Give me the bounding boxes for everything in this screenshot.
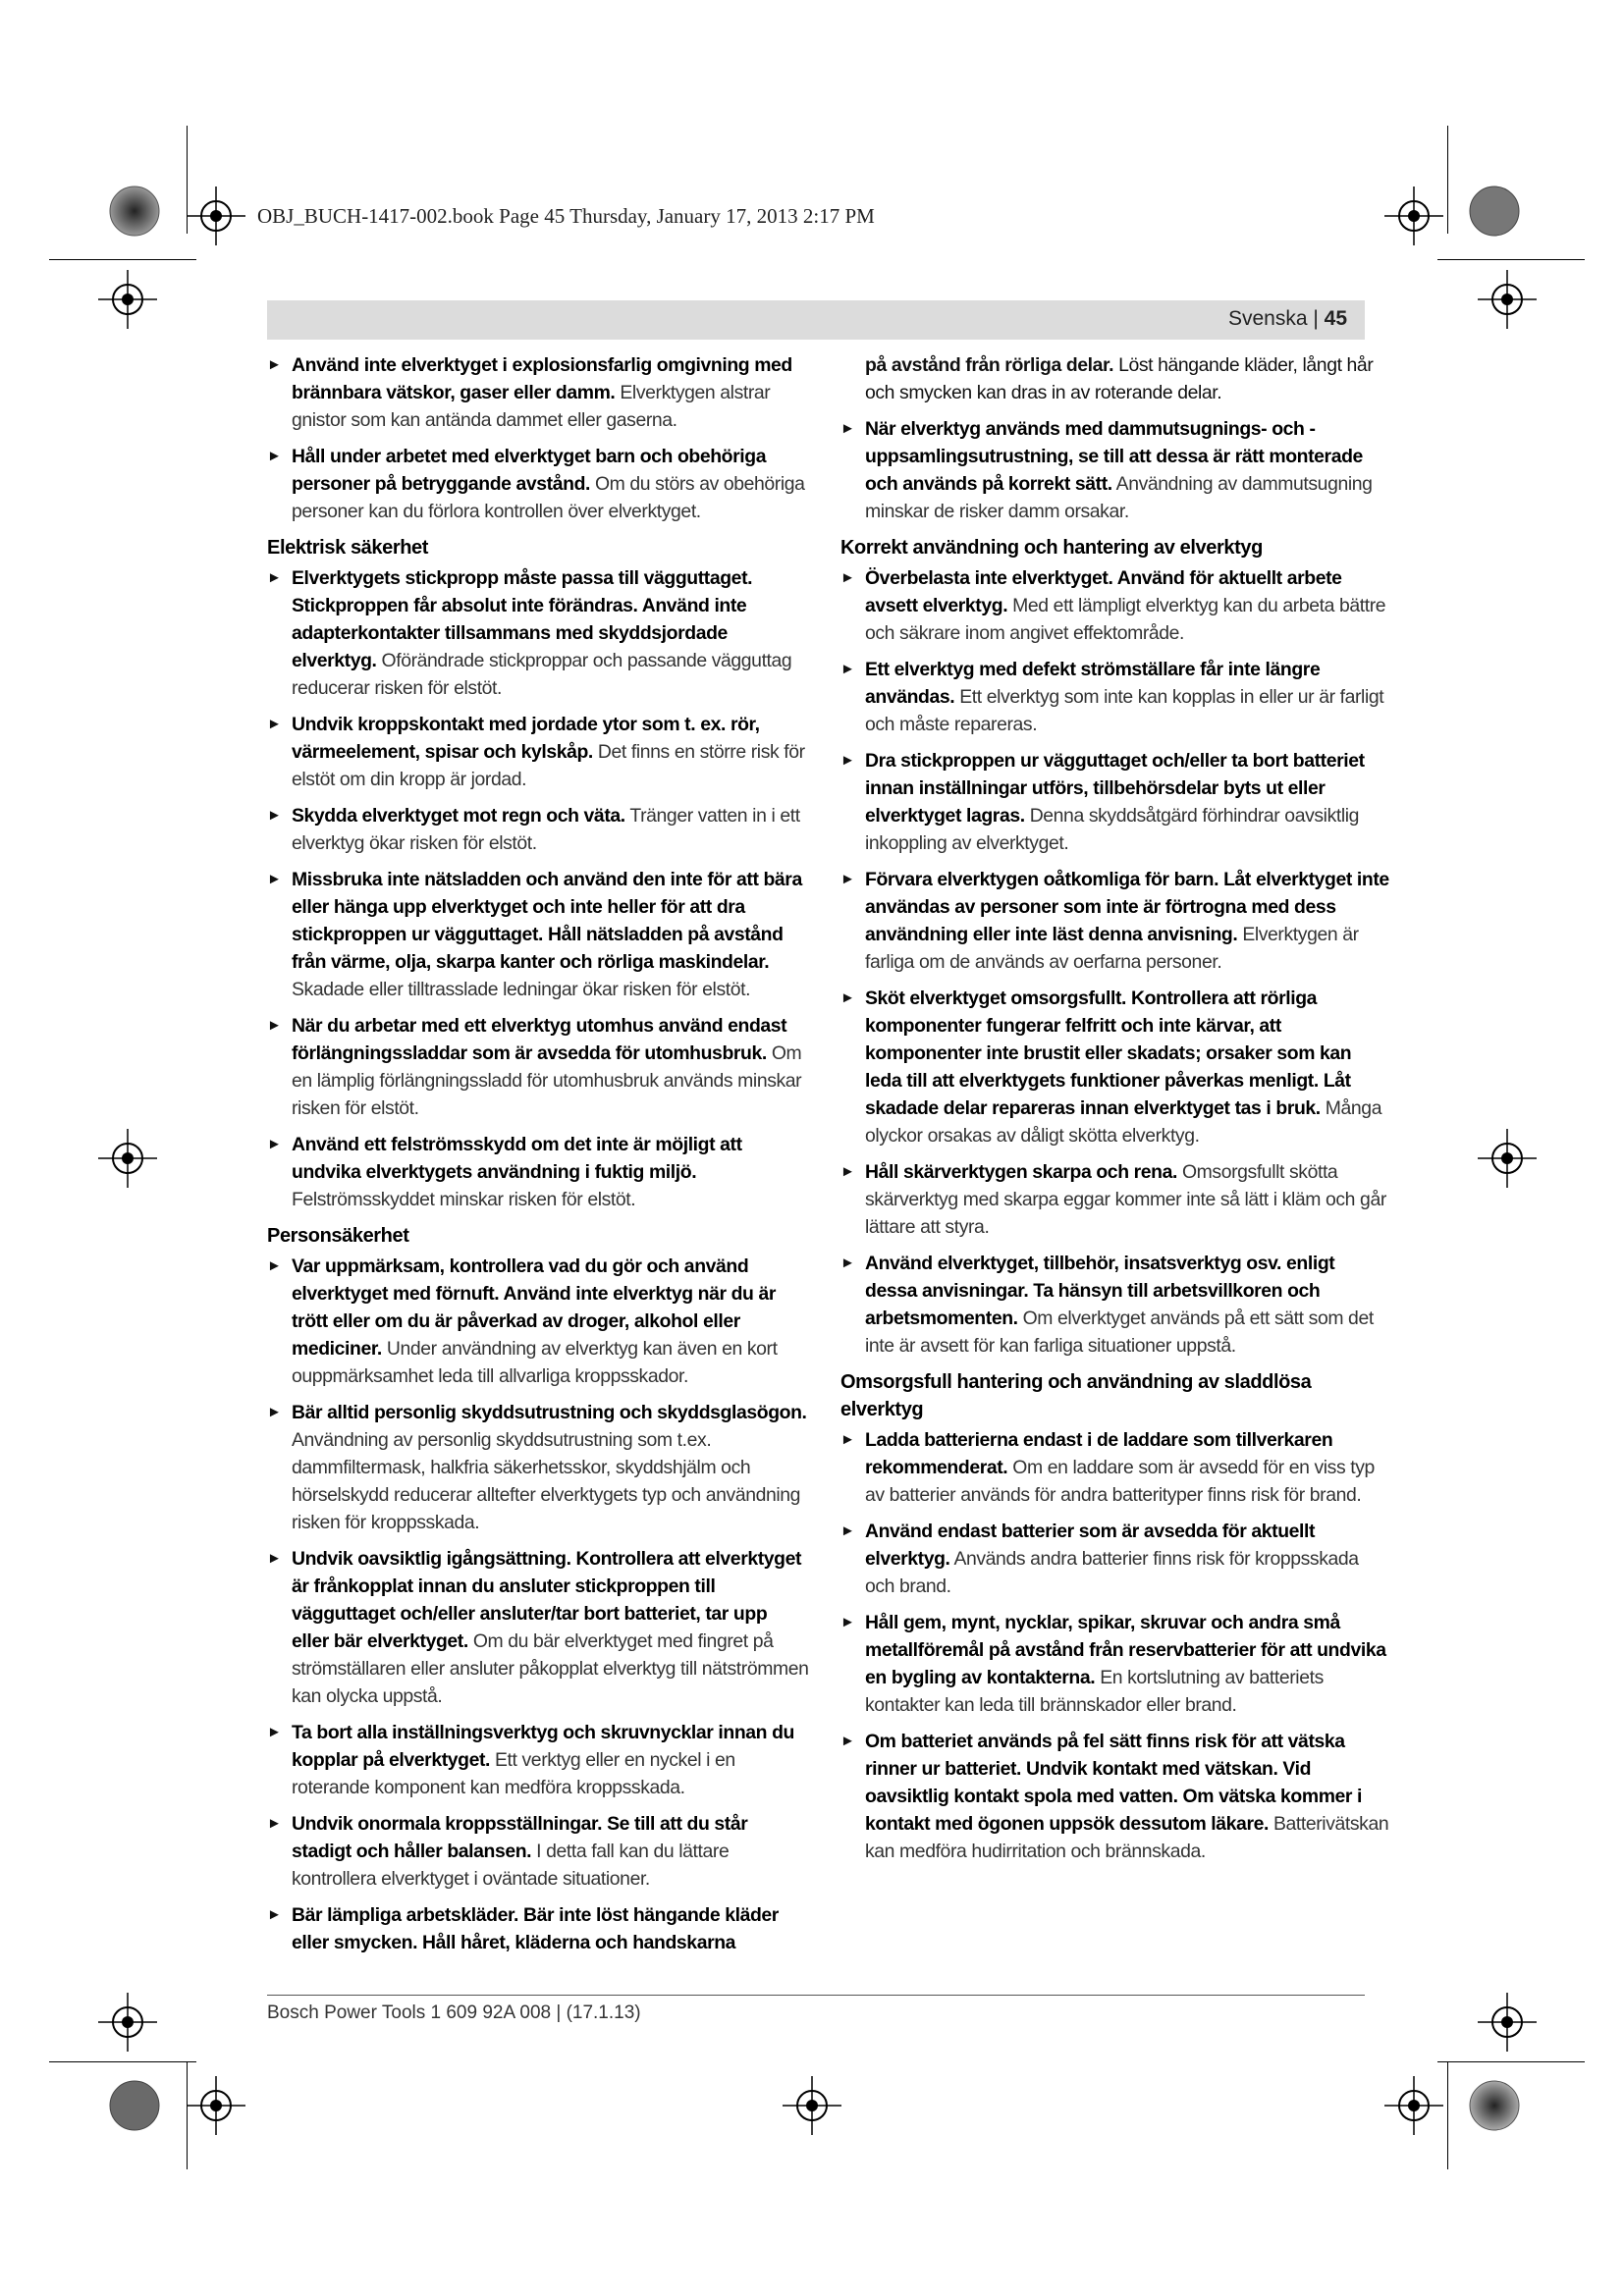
item-bold-text: Elverktygets stickpropp måste passa till vägguttaget. Stickproppen får absolut inte förändras. Använd inte adapterkontakter tillsammans med skyddsjordade elverktyg. bbox=[292, 567, 753, 671]
item-bold-text: Håll under arbetet med elverktyget barn och obehöriga personer på betryggande avstånd. bbox=[292, 446, 767, 495]
bullet-arrow-icon: ► bbox=[267, 448, 282, 464]
bullet-arrow-icon: ► bbox=[840, 569, 855, 586]
bullet-arrow-icon: ► bbox=[267, 569, 282, 586]
left-items-group-2 bbox=[267, 564, 809, 1213]
item-normal-text: Användning av personlig skyddsutrustning som t.ex. dammfiltermask, halkfria säkerhetsskor, skyddshjälm och hörselskydd reducerar alltefter elverktygets typ och användning risken för kroppsskada. bbox=[292, 1429, 801, 1533]
bullet-arrow-icon: ► bbox=[267, 716, 282, 732]
header-language-page bbox=[1228, 307, 1347, 331]
bullet-arrow-icon: ► bbox=[267, 1017, 282, 1034]
registration-mark-right-middle bbox=[1478, 1129, 1537, 1188]
item-bold-text: Om batteriet används på fel sätt finns risk för att vätska rinner ur batteriet. Undvik kontakt med vätskan. Vid oavsiktlig kontakt spola med vatten. Om vätska kommer i kontakt med ögonen uppsök dessutom läkare. bbox=[865, 1731, 1363, 1835]
registration-mark-right-top bbox=[1478, 270, 1537, 329]
safety-item bbox=[267, 866, 809, 1003]
safety-item bbox=[267, 1253, 809, 1390]
book-info-line: OBJ_BUCH-1417-002.book Page 45 Thursday, January 17, 2013 2:17 PM bbox=[257, 204, 875, 228]
safety-item bbox=[840, 1250, 1390, 1360]
bullet-arrow-icon: ► bbox=[840, 871, 855, 887]
bullet-arrow-icon: ► bbox=[267, 356, 282, 373]
item-bold-text: Använd elverktyget, tillbehör, insatsverktyg osv. enligt dessa anvisningar. Ta hänsyn till arbetsvillkoren och arbetsmomenten. bbox=[865, 1253, 1335, 1329]
footer-rule bbox=[267, 1995, 1365, 1996]
item-normal-text: Ett elverktyg som inte kan kopplas in eller ur är farligt och måste repareras. bbox=[865, 686, 1384, 735]
bullet-arrow-icon: ► bbox=[840, 1522, 855, 1539]
item-normal-text: Batterivätskan kan medföra hudirritation och brännskada. bbox=[865, 1813, 1389, 1862]
crop-line bbox=[1437, 259, 1585, 260]
crop-line bbox=[1447, 126, 1448, 234]
safety-item bbox=[840, 747, 1390, 857]
item-normal-text: Elverktygen alstrar gnistor som kan antända dammet eller gaserna. bbox=[292, 382, 771, 431]
safety-item bbox=[267, 711, 809, 793]
bullet-arrow-icon: ► bbox=[267, 1404, 282, 1420]
left-items-group-3 bbox=[267, 1253, 809, 1956]
item-bold-text: Undvik kroppskontakt med jordade ytor som t. ex. rör, värmeelement, spisar och kylskåp. bbox=[292, 714, 760, 763]
item-normal-text: Denna skyddsåtgärd förhindrar oavsiktlig inkoppling av elverktyget. bbox=[865, 805, 1360, 854]
registration-mark-top-right bbox=[1384, 187, 1443, 245]
safety-item bbox=[267, 351, 809, 434]
safety-item bbox=[840, 564, 1390, 647]
item-bold-text: Förvara elverktygen oåtkomliga för barn. Låt elverktyget inte användas av personer som inte är förtrogna med dess användning eller inte läst denna anvisning. bbox=[865, 869, 1389, 945]
item-normal-text: Felströmsskyddet minskar risken för elstöt. bbox=[292, 1189, 636, 1210]
bullet-arrow-icon: ► bbox=[267, 1724, 282, 1740]
safety-item bbox=[267, 1012, 809, 1122]
bullet-arrow-icon: ► bbox=[840, 661, 855, 677]
registration-mark-bottom-center bbox=[783, 2076, 841, 2135]
crop-line bbox=[1437, 2061, 1585, 2062]
item-normal-text: Om en lämplig förlängningssladd för utomhusbruk används minskar risken för elstöt. bbox=[292, 1042, 802, 1119]
continuation-paragraph bbox=[840, 351, 1390, 406]
safety-item bbox=[267, 1901, 809, 1956]
item-normal-text: Ett verktyg eller en nyckel i en roterande komponent kan medföra kroppsskada. bbox=[292, 1749, 735, 1798]
continuation-bold: på avstånd från rörliga delar. bbox=[865, 354, 1114, 376]
item-normal-text: En kortslutning av batteriets kontakter kan leda till brännskador eller brand. bbox=[865, 1667, 1324, 1716]
item-normal-text: Många olyckor orsakas av dåligt skötta elverktyg. bbox=[865, 1097, 1382, 1147]
item-normal-text: Med ett lämpligt elverktyg kan du arbeta bättre och säkrare inom angivet effektområde. bbox=[865, 595, 1386, 644]
header-separator: | bbox=[1307, 307, 1325, 330]
item-normal-text: Under användning av elverktyg kan även en kort ouppmärksamhet leda till allvarliga kroppsskador. bbox=[292, 1338, 778, 1387]
item-normal-text: Skadade eller tilltrasslade ledningar ökar risken för elstöt. bbox=[292, 979, 751, 1000]
crop-line bbox=[187, 2061, 188, 2169]
item-bold-text: Ladda batterierna endast i de laddare som tillverkaren rekommenderat. bbox=[865, 1429, 1333, 1478]
bullet-arrow-icon: ► bbox=[267, 1257, 282, 1274]
item-bold-text: Missbruka inte nätsladden och använd den inte för att bära eller hänga upp elverktyget och inte heller för att dra stickproppen ur vägguttaget. Håll nätsladden på avstånd från värme, olja, skarpa kanter och rörliga maskindelar. bbox=[292, 869, 802, 973]
calibration-disc-bottom-left bbox=[108, 2079, 161, 2132]
registration-mark-left-top bbox=[98, 270, 157, 329]
item-normal-text: Tränger vatten in i ett elverktyg ökar risken för elstöt. bbox=[292, 805, 800, 854]
item-normal-text: Användning av dammutsugning minskar de risker damm orsakar. bbox=[865, 473, 1373, 522]
item-bold-text: Skydda elverktyget mot regn och väta. bbox=[292, 805, 625, 827]
crop-line bbox=[49, 259, 196, 260]
registration-mark-left-bottom bbox=[98, 1993, 157, 2052]
safety-item bbox=[840, 1518, 1390, 1600]
section-heading-person: Personsäkerhet bbox=[267, 1225, 409, 1247]
safety-item bbox=[267, 1399, 809, 1536]
item-bold-text: Använd ett felströmsskydd om det inte är möjligt att undvika elverktygets användning i fuktig miljö. bbox=[292, 1134, 742, 1183]
item-normal-text: Om en laddare som är avsedd för en viss typ av batterier används för andra batterityper finns risk för brand. bbox=[865, 1457, 1375, 1506]
safety-item bbox=[840, 1609, 1390, 1719]
item-bold-text: Dra stickproppen ur vägguttaget och/eller ta bort batteriet innan inställningar utförs, tillbehörsdelar byts ut eller elverktyget lagras. bbox=[865, 750, 1365, 827]
item-normal-text: Om elverktyget används på ett sätt som det inte är avsett för kan farliga situationer uppstå. bbox=[865, 1308, 1374, 1357]
section-heading-battery: Omsorgsfull hantering och användning av sladdlösa elverktyg bbox=[840, 1371, 1312, 1420]
section-heading-electric: Elektrisk säkerhet bbox=[267, 537, 429, 559]
bullet-arrow-icon: ► bbox=[840, 1163, 855, 1180]
registration-mark-right-bottom bbox=[1478, 1993, 1537, 2052]
right-items-group-2 bbox=[840, 564, 1390, 1360]
item-normal-text: Omsorgsfullt skötta skärverktyg med skarpa eggar kommer inte så lätt i kläm och går lättare att styra. bbox=[865, 1161, 1386, 1238]
page-header bbox=[267, 300, 1365, 340]
crop-line bbox=[187, 126, 188, 234]
calibration-disc-top-right bbox=[1468, 185, 1521, 238]
continuation-normal: Löst hängande kläder, långt hår och smycken kan dras in av roterande delar. bbox=[865, 354, 1374, 403]
item-bold-text: Överbelasta inte elverktyget. Använd för aktuellt arbete avsett elverktyg. bbox=[865, 567, 1342, 616]
right-column bbox=[840, 351, 1390, 1874]
item-normal-text: Om du störs av obehöriga personer kan du förlora kontrollen över elverktyget. bbox=[292, 473, 805, 522]
item-normal-text: Om du bär elverktyget med fingret på strömställaren eller ansluter påkopplat elverktyg till nätströmmen kan olycka uppstå. bbox=[292, 1630, 809, 1707]
bullet-arrow-icon: ► bbox=[267, 871, 282, 887]
safety-item bbox=[840, 866, 1390, 976]
registration-mark-bottom-right bbox=[1384, 2076, 1443, 2135]
bullet-arrow-icon: ► bbox=[267, 1906, 282, 1923]
item-bold-text: Undvik onormala kroppsställningar. Se till att du står stadigt och håller balansen. bbox=[292, 1813, 748, 1862]
registration-mark-top-left bbox=[187, 187, 245, 245]
page-number: 45 bbox=[1324, 307, 1347, 330]
bullet-arrow-icon: ► bbox=[267, 807, 282, 824]
right-items-group-3 bbox=[840, 1426, 1390, 1865]
safety-item bbox=[840, 1426, 1390, 1509]
left-items-group-1 bbox=[267, 351, 809, 525]
bullet-arrow-icon: ► bbox=[840, 1733, 855, 1749]
bullet-arrow-icon: ► bbox=[840, 1255, 855, 1271]
item-normal-text: Oförändrade stickproppar och passande vägguttag reducerar risken för elstöt. bbox=[292, 650, 792, 699]
item-bold-text: Använd endast batterier som är avsedda för aktuellt elverktyg. bbox=[865, 1521, 1316, 1570]
item-bold-text: När elverktyg används med dammutsugnings- och -uppsamlingsutrustning, se till att dessa är rätt monterade och används på korrekt sätt. bbox=[865, 418, 1363, 495]
item-bold-text: Håll gem, mynt, nycklar, spikar, skruvar och andra små metallföremål på avstånd från reservbatterier för att undvika en bygling av kontakterna. bbox=[865, 1612, 1386, 1688]
bullet-arrow-icon: ► bbox=[267, 1815, 282, 1832]
bullet-arrow-icon: ► bbox=[840, 1431, 855, 1448]
item-bold-text: Bär alltid personlig skyddsutrustning och skyddsglasögon. bbox=[292, 1402, 807, 1423]
bullet-arrow-icon: ► bbox=[840, 1614, 855, 1630]
item-bold-text: Ta bort alla inställningsverktyg och skruvnycklar innan du kopplar på elverktyget. bbox=[292, 1722, 794, 1771]
registration-mark-left-middle bbox=[98, 1129, 157, 1188]
bullet-arrow-icon: ► bbox=[840, 420, 855, 437]
section-heading-usage: Korrekt användning och hantering av elverktyg bbox=[840, 537, 1263, 559]
safety-item bbox=[267, 1810, 809, 1893]
item-normal-text: Det finns en större risk för elstöt om din kropp är jordad. bbox=[292, 741, 805, 790]
safety-item bbox=[267, 1719, 809, 1801]
calibration-disc-bottom-right bbox=[1468, 2079, 1521, 2132]
safety-item bbox=[840, 415, 1390, 525]
safety-item bbox=[267, 564, 809, 702]
calibration-disc-top-left bbox=[108, 185, 161, 238]
bullet-arrow-icon: ► bbox=[267, 1136, 282, 1152]
safety-item bbox=[840, 1728, 1390, 1865]
left-column bbox=[267, 351, 809, 1965]
item-bold-text: Håll skärverktygen skarpa och rena. bbox=[865, 1161, 1177, 1183]
item-bold-text: Sköt elverktyget omsorgsfullt. Kontrollera att rörliga komponenter fungerar felfritt och inte kärvar, att komponenter inte brustit eller skadats; orsaker som kan leda till att elverktygets funktioner påverkas menligt. Låt skadade delar repareras innan elverktyget tas i bruk. bbox=[865, 988, 1352, 1119]
item-normal-text: I detta fall kan du lättare kontrollera elverktyget i oväntade situationer. bbox=[292, 1841, 730, 1890]
item-bold-text: Var uppmärksam, kontrollera vad du gör och använd elverktyget med förnuft. Använd inte elverktyg när du är trött eller om du är påverkad av droger, alkohol eller mediciner. bbox=[292, 1255, 777, 1360]
safety-item bbox=[267, 1131, 809, 1213]
registration-mark-bottom-left bbox=[187, 2076, 245, 2135]
safety-item bbox=[267, 443, 809, 525]
item-bold-text: Ett elverktyg med defekt strömställare får inte längre användas. bbox=[865, 659, 1321, 708]
item-normal-text: Används andra batterier finns risk för kroppsskada och brand. bbox=[865, 1548, 1359, 1597]
item-bold-text: När du arbetar med ett elverktyg utomhus använd endast förlängningssladdar som är avsedda för utomhusbruk. bbox=[292, 1015, 787, 1064]
bullet-arrow-icon: ► bbox=[840, 752, 855, 769]
bullet-arrow-icon: ► bbox=[840, 989, 855, 1006]
safety-item bbox=[840, 656, 1390, 738]
item-bold-text: Bär lämpliga arbetskläder. Bär inte löst hängande kläder eller smycken. Håll håret, kläderna och handskarna bbox=[292, 1904, 779, 1953]
safety-item bbox=[267, 1545, 809, 1710]
item-normal-text: Elverktygen är farliga om de används av oerfarna personer. bbox=[865, 924, 1359, 973]
bullet-arrow-icon: ► bbox=[267, 1550, 282, 1567]
right-items-group-1 bbox=[840, 415, 1390, 525]
header-language: Svenska bbox=[1227, 307, 1308, 330]
footer-text: Bosch Power Tools 1 609 92A 008 | (17.1.13) bbox=[267, 2002, 641, 2023]
safety-item bbox=[840, 1158, 1390, 1241]
safety-item bbox=[267, 802, 809, 857]
crop-line bbox=[1447, 2061, 1448, 2169]
safety-item bbox=[840, 985, 1390, 1149]
item-bold-text: Använd inte elverktyget i explosionsfarlig omgivning med brännbara vätskor, gaser eller damm. bbox=[292, 354, 792, 403]
item-bold-text: Undvik oavsiktlig igångsättning. Kontrollera att elverktyget är frånkopplat innan du ansluter stickproppen till vägguttaget och/eller ansluter/tar bort batteriet, tar upp eller bär elverktyget. bbox=[292, 1548, 802, 1652]
crop-line bbox=[49, 2061, 196, 2062]
